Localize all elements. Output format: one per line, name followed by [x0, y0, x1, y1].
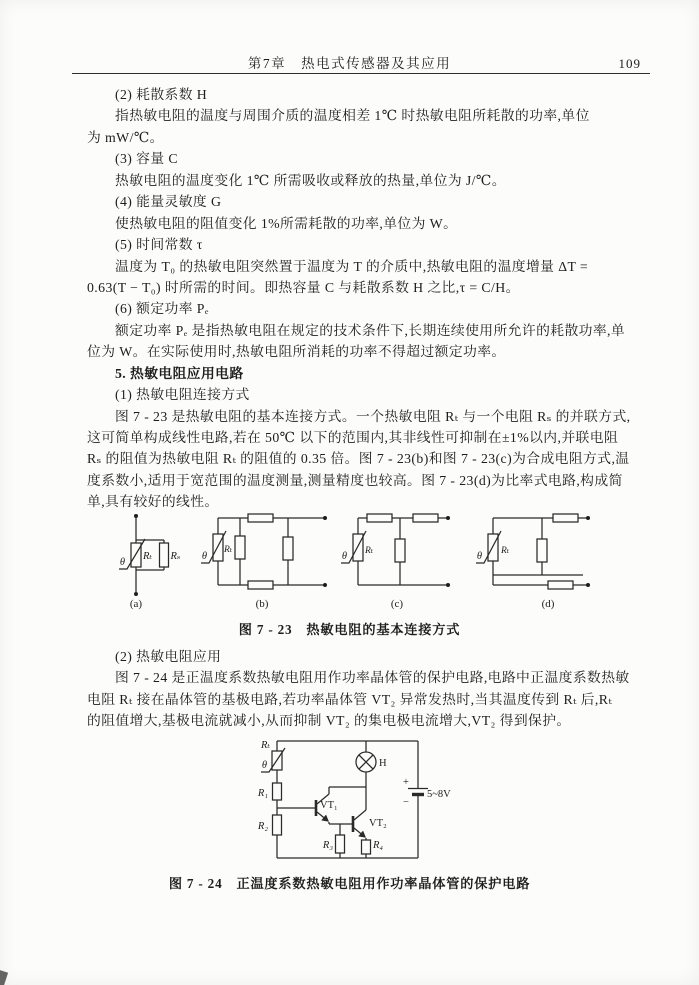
text-line: 为 mW/℃。 [87, 129, 164, 145]
rt-label: Rₜ [501, 546, 510, 556]
lamp-icon [356, 741, 387, 810]
terminal-dot [446, 583, 450, 587]
text-line: Rₛ 的阻值为热敏电阻 Rₜ 的阻值的 0.35 倍。图 7 - 23(b)和图 7 - 23(c)为合成电阻方式,温 [87, 451, 630, 467]
resistor [395, 539, 405, 562]
circuit-d [476, 514, 590, 610]
thermistor-body [353, 534, 363, 561]
text-line: 0.63(T − T₀) 时所需的时间。即热容量 C 与耗散系数 H 之比,τ = C/H。 [87, 279, 520, 295]
resistor [548, 581, 573, 589]
circuit-c [341, 514, 450, 610]
text-line: 指热敏电阻的温度与周围介质的温度相差 1℃ 时热敏电阻所耗散的功率,单位 [115, 108, 590, 124]
resistor-r4 [362, 840, 371, 854]
battery-icon [403, 741, 451, 858]
resistor [413, 514, 438, 522]
rt-label: Rₜ [224, 545, 233, 555]
r2-label: R₂ [257, 821, 268, 832]
resistor [553, 514, 578, 522]
resistor-r2 [273, 815, 282, 835]
body-text-block-1 [87, 84, 667, 513]
r1-label: R₁ [257, 788, 268, 799]
vt2-label: VT₂ [369, 818, 387, 829]
transistor-vt2 [353, 810, 387, 840]
body-text-block-2 [87, 646, 667, 732]
text-line: 这可简单构成线性电路,若在 50℃ 以下的范围内,其非线性可抑制在±1%以内,并联电阻 [87, 430, 619, 445]
terminal-dot [446, 516, 450, 520]
sub-label-a: (a) [129, 598, 143, 610]
thermistor-body [488, 534, 498, 561]
text-line: 温度为 T₀ 的热敏电阻突然置于温度为 T 的介质中,热敏电阻的温度增量 ΔT = [115, 258, 589, 274]
terminal-dot [586, 583, 590, 587]
chapter-header: 第7章 热电式传感器及其应用 [247, 56, 452, 71]
theta-label: θ [341, 551, 347, 562]
theta-label: θ [119, 557, 125, 568]
scan-artifact [0, 970, 8, 985]
r4-label: R₄ [373, 840, 384, 851]
terminal-dot [323, 583, 327, 587]
theta-label: θ [201, 551, 207, 562]
resistor [367, 514, 392, 522]
rt-label: Rₜ [365, 546, 374, 556]
terminal-dot [586, 516, 590, 520]
r3-label: R₃ [322, 840, 333, 851]
resistor-r1 [273, 783, 282, 800]
rt-label: Rₜ [260, 740, 270, 751]
circuit-a [119, 514, 181, 610]
bias-branch [257, 740, 285, 858]
section-heading: 5. 热敏电阻应用电路 [115, 365, 244, 381]
text-line: (1) 热敏电阻连接方式 [115, 387, 250, 403]
terminal-dot [323, 516, 327, 520]
resistor-rs [160, 543, 169, 567]
text-line: (3) 容量 C [115, 151, 178, 167]
text-line: (2) 热敏电阻应用 [115, 649, 222, 664]
resistor [248, 581, 273, 589]
resistor [235, 536, 245, 559]
battery-voltage-label: 5~8V [427, 789, 451, 800]
text-line: 度系数小,适用于宽范围的温度测量,测量精度也较高。图 7 - 23(d)为比率式电路,构成简 [87, 472, 623, 488]
text-line: 额定功率 Pₑ 是指热敏电阻在规定的技术条件下,长期连续使用所允许的耗散功率,单 [115, 322, 626, 338]
minus-label: − [403, 797, 409, 808]
sub-label-b: (b) [255, 598, 269, 610]
resistor-r3 [336, 835, 345, 853]
figure-7-23-caption: 图 7 - 23 热敏电阻的基本连接方式 [238, 622, 461, 637]
text-line: 图 7 - 23 是热敏电阻的基本连接方式。一个热敏电阻 Rₜ 与一个电阻 Rₛ 的并联方式, [115, 408, 631, 424]
sub-label-d: (d) [541, 598, 555, 610]
text-line: 的阻值增大,基极电流就减小,从而抑制 VT₂ 的集电极电流增大,VT₂ 得到保护。 [87, 713, 571, 729]
text-line: 使热敏电阻的阻值变化 1%所需耗散的功率,单位为 W。 [115, 215, 458, 231]
theta-label: θ [261, 760, 267, 771]
lamp-label: H [379, 758, 387, 769]
text-line: 热敏电阻的温度变化 1℃ 所需吸收或释放的热量,单位为 J/℃。 [115, 172, 506, 188]
header-rule [72, 73, 650, 74]
text-line: 单,具有较好的线性。 [87, 494, 219, 510]
supply-rails [277, 741, 418, 858]
resistor [283, 537, 293, 560]
resistor [537, 539, 547, 562]
page-number: 109 [618, 56, 641, 71]
sub-label-c: (c) [390, 598, 404, 610]
text-line: 电阻 Rₜ 接在晶体管的基极电路,若功率晶体管 VT₂ 异常发热时,当其温度传到 Rₜ 后,Rₜ [87, 691, 613, 707]
figure-7-24-circuit [230, 736, 480, 868]
figure-7-24-caption: 图 7 - 24 正温度系数热敏电阻用作功率晶体管的保护电路 [168, 876, 531, 891]
text-line: (4) 能量灵敏度 G [115, 194, 222, 210]
plus-label: + [403, 777, 409, 788]
text-line: (2) 耗散系数 H [115, 87, 208, 102]
resistor [248, 514, 273, 522]
vt1-label: VT₁ [320, 800, 338, 811]
rt-label: Rₜ [143, 551, 153, 562]
circuit-b [201, 514, 327, 610]
text-line: (5) 时间常数 τ [115, 237, 203, 253]
text-line: (6) 额定功率 Pₑ [115, 301, 209, 317]
figure-7-23-circuits [105, 506, 615, 614]
thermistor-body [213, 534, 223, 561]
text-line: 位为 W。在实际使用时,热敏电阻所消耗的功率不得超过额定功率。 [87, 344, 506, 360]
theta-label: θ [476, 551, 482, 562]
rs-label: Rₛ [170, 551, 181, 562]
text-line: 图 7 - 24 是正温度系数热敏电阻用作功率晶体管的保护电路,电路中正温度系数热敏 [115, 670, 630, 686]
